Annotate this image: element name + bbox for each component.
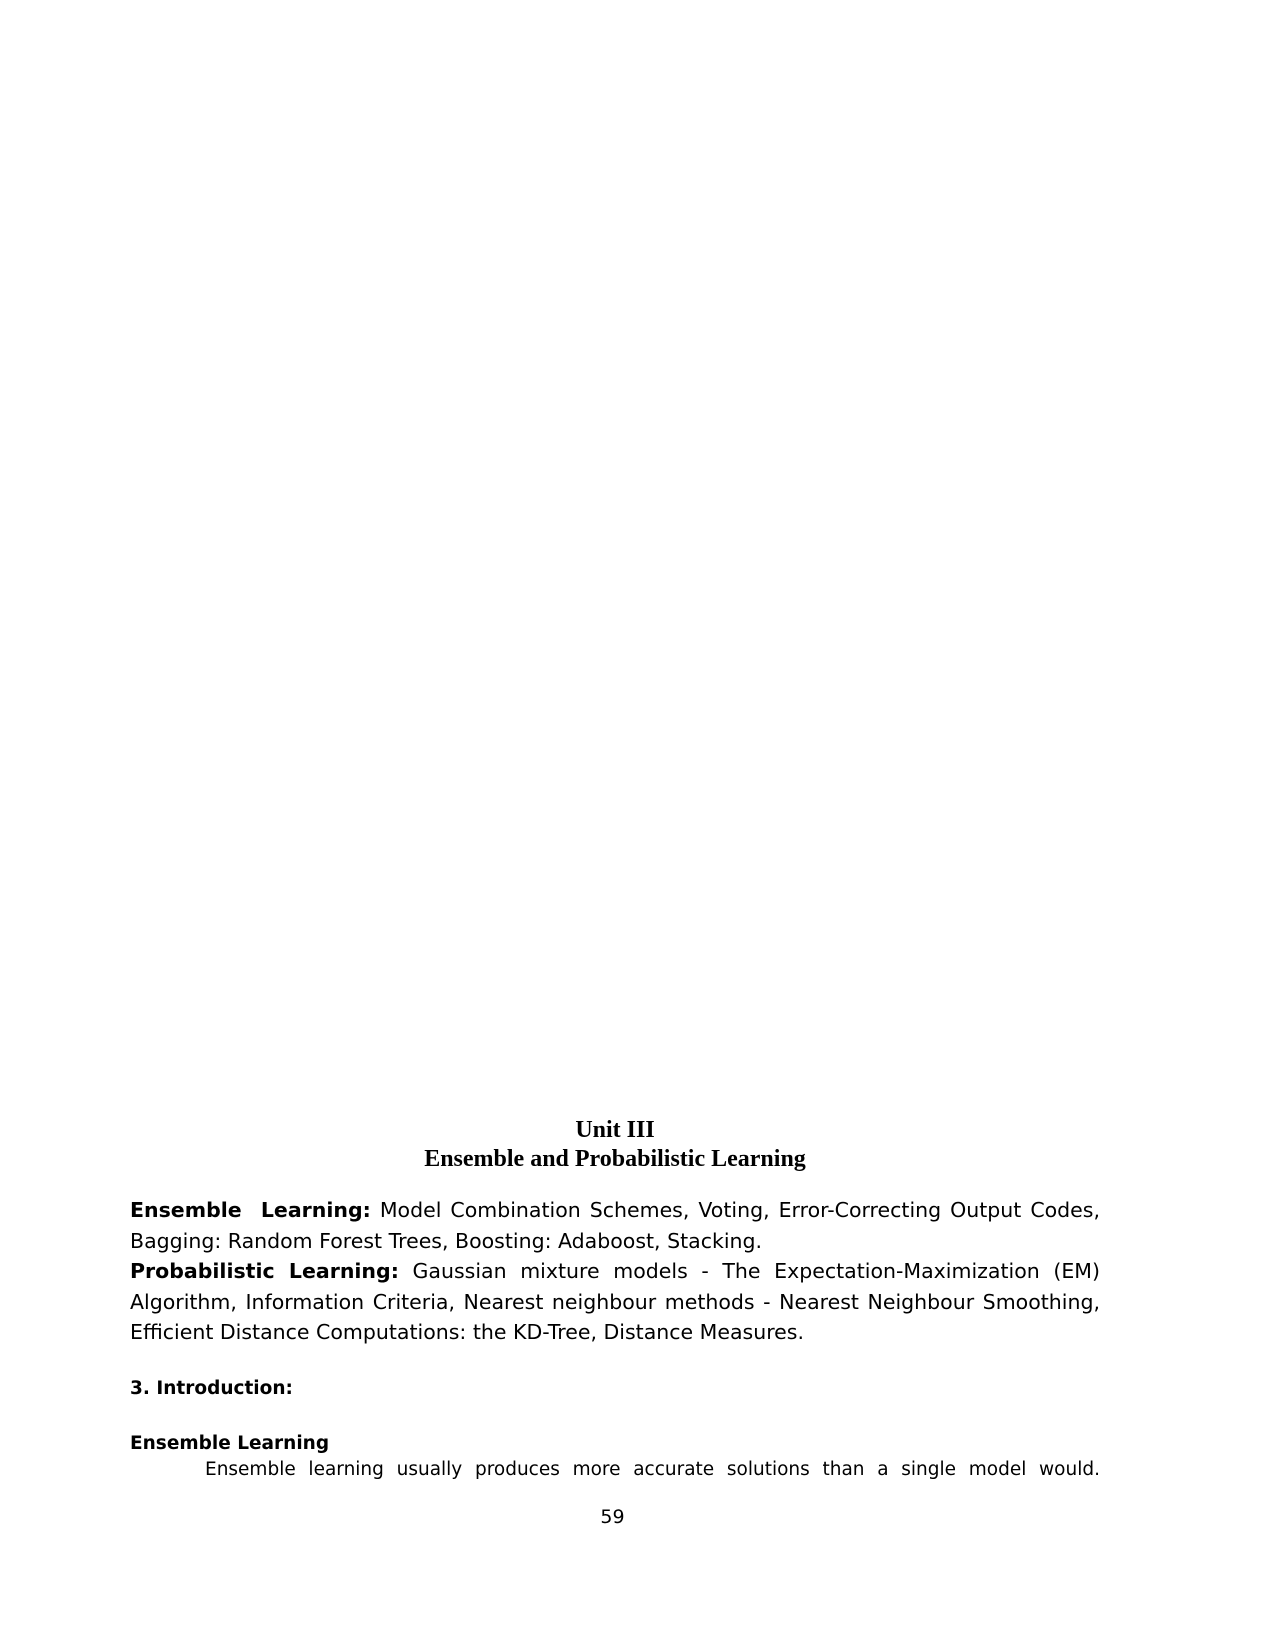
probabilistic-topics: Gaussian mixture models - The Expectation-Maximization (EM) Algorithm, Information Criteria, Nearest neighbour methods - Nearest Neighbour Smoothing, Efficient Distance Computations: the KD-Tree, Distance Measures. xyxy=(130,1259,1100,1344)
probabilistic-syllabus xyxy=(130,1256,1100,1348)
intro-paragraph: Ensemble learning usually produces more accurate solutions than a single model would. xyxy=(205,1459,1100,1480)
subsection-heading: Ensemble Learning xyxy=(130,1433,330,1454)
ensemble-syllabus xyxy=(130,1195,1100,1256)
unit-number: Unit III xyxy=(575,1117,655,1143)
probabilistic-label: Probabilistic Learning: xyxy=(130,1259,399,1283)
unit-heading xyxy=(130,1116,1100,1174)
syllabus-block xyxy=(130,1195,1100,1348)
ensemble-label: Ensemble Learning: xyxy=(130,1198,371,1222)
ensemble-topics: Model Combination Schemes, Voting, Error-Correcting Output Codes, Bagging: Random Forest Trees, Boosting: Adaboost, Stacking. xyxy=(130,1198,1100,1253)
page-number: 59 xyxy=(600,1506,625,1528)
unit-title: Ensemble and Probabilistic Learning xyxy=(424,1146,806,1172)
section-heading: 3. Introduction: xyxy=(130,1378,293,1399)
